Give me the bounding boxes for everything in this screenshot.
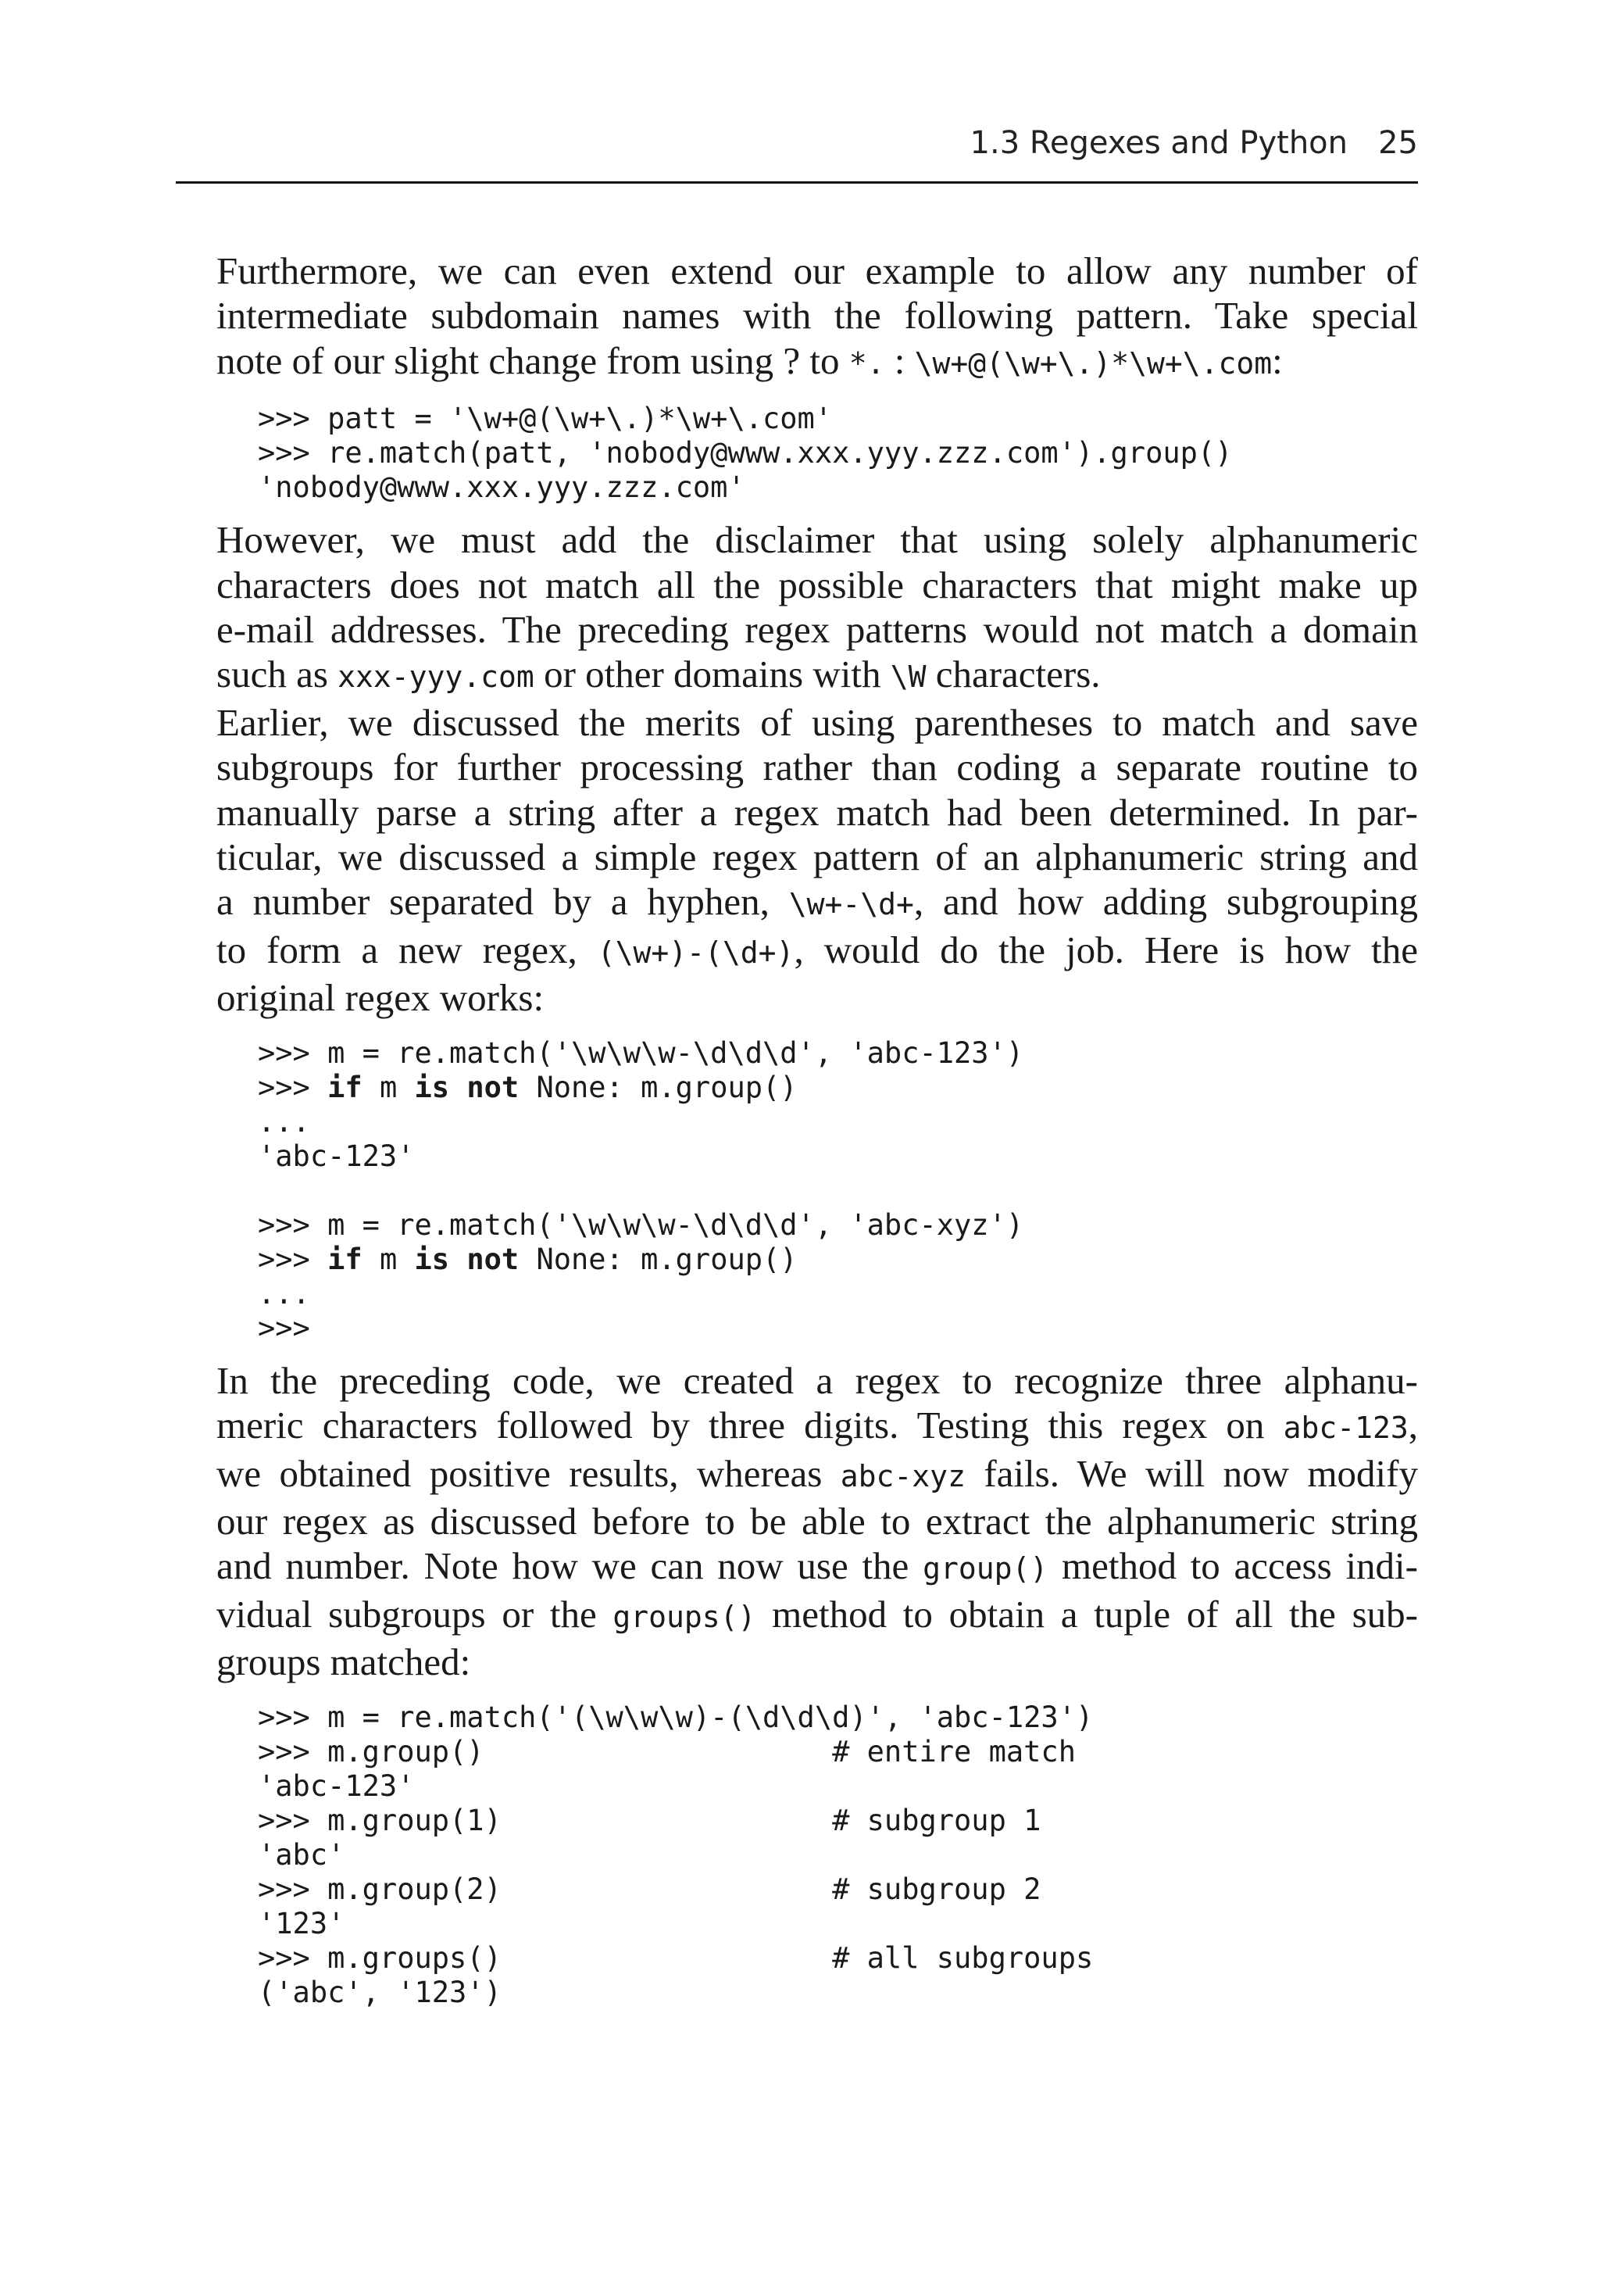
- text-run: we obtained positive results, whereas: [216, 1451, 841, 1495]
- section-title: 1.3 Regexes and Python: [970, 125, 1348, 161]
- inline-code: abc-xyz: [840, 1458, 966, 1493]
- text-run: to form a new regex,: [216, 928, 598, 971]
- inline-code: xxx-yyy.com: [338, 660, 534, 695]
- text-run: such as: [216, 653, 338, 696]
- text-line: characters does not match all the possible characters that might make up: [216, 563, 1418, 606]
- text-run: a number separated by a hyphen,: [216, 880, 789, 924]
- text-run: note of our slight change from using ? to: [216, 338, 849, 382]
- inline-code: \w+@(\w+\.)*\w+\.com: [914, 345, 1273, 381]
- inline-code: group(): [923, 1551, 1048, 1586]
- text-line: [176, 338, 1418, 386]
- code-line: >>>: [258, 1311, 310, 1345]
- text-line: [176, 1543, 1418, 1591]
- text-line: manually parse a string after a regex match had been determined. In par-: [216, 790, 1418, 834]
- inline-code: *.: [848, 345, 885, 381]
- text-run: meric characters followed by three digits. Testing this regex on: [216, 1404, 1284, 1447]
- code-line: >>> m = re.match('\w\w\w-\d\d\d', 'abc-123'): [258, 1035, 1024, 1070]
- text-run: ,: [1408, 1404, 1418, 1447]
- code-block-groups: [176, 1701, 1418, 2010]
- code-line: 'nobody@www.xxx.yyy.zzz.com': [258, 470, 745, 505]
- code-line: >>> m.groups() # all subgroups: [258, 1940, 1094, 1975]
- text-line: groups matched:: [216, 1640, 471, 1684]
- text-line: [176, 652, 1418, 699]
- paragraph-disclaimer: [176, 517, 1418, 700]
- inline-code: groups(): [612, 1599, 756, 1634]
- text-line: ticular, we discussed a simple regex pattern of an alphanumeric string and: [216, 835, 1418, 879]
- text-line: In the preceding code, we created a regex to recognize three alphanu-: [216, 1358, 1418, 1402]
- paragraph-subdomain-pattern: [176, 249, 1418, 386]
- text-line: [176, 1451, 1418, 1499]
- text-run: or other domains with: [534, 653, 891, 696]
- text-line: e-mail addresses. The preceding regex patterns would not match a domain: [216, 608, 1418, 652]
- code-line: >>> if m is not None: m.group(): [258, 1070, 798, 1104]
- code-line: ...: [258, 1276, 310, 1311]
- text-run: , and how adding subgrouping: [913, 880, 1419, 924]
- code-line: >>> m.group(1) # subgroup 1: [258, 1803, 1041, 1837]
- inline-code: \W: [890, 660, 927, 695]
- text-run: characters.: [926, 653, 1101, 696]
- text-run: method to obtain a tuple of all the sub-: [755, 1592, 1418, 1636]
- code-line: 'abc-123': [258, 1139, 415, 1173]
- text-run: and number. Note how we can now use the: [216, 1544, 923, 1588]
- code-line: >>> m = re.match('\w\w\w-\d\d\d', 'abc-xyz'): [258, 1207, 1024, 1242]
- inline-code: (\w+)-(\d+): [597, 935, 795, 970]
- text-line: [176, 1403, 1418, 1450]
- text-line: [176, 879, 1418, 927]
- inline-code: abc-123: [1283, 1411, 1409, 1446]
- text-run: method to access indi-: [1048, 1544, 1418, 1588]
- text-line: However, we must add the disclaimer that using solely alphanumeric: [216, 518, 1418, 562]
- code-block-original-regex: [176, 1036, 1418, 1346]
- code-line: '123': [258, 1906, 345, 1940]
- page-body: [176, 249, 1418, 2010]
- text-line: [176, 1592, 1418, 1640]
- text-line: [176, 928, 1418, 975]
- text-run: :: [884, 338, 915, 382]
- code-line: >>> m = re.match('(\w\w\w)-(\d\d\d)', 'abc-123'): [258, 1700, 1094, 1734]
- text-line: Furthermore, we can even extend our example to allow any number of: [216, 249, 1418, 292]
- code-line: ...: [258, 1104, 310, 1139]
- text-line: intermediate subdomain names with the following pattern. Take special: [216, 294, 1418, 338]
- code-line: >>> re.match(patt, 'nobody@www.xxx.yyy.zzz.com').group(): [258, 436, 1233, 470]
- code-line: 'abc-123': [258, 1768, 415, 1803]
- text-run: :: [1272, 338, 1283, 382]
- paragraph-modify-regex: [176, 1358, 1418, 1685]
- text-line: our regex as discussed before to be able to extract the alphanumeric string: [216, 1499, 1418, 1543]
- text-run: , would do the job. Here is how the: [794, 928, 1419, 971]
- code-line: >>> m.group() # entire match: [258, 1734, 1076, 1768]
- code-line: 'abc': [258, 1837, 345, 1872]
- code-line: ('abc', '123'): [258, 1975, 502, 2009]
- text-run: fails. We will now modify: [965, 1451, 1418, 1495]
- text-line: subgroups for further processing rather than coding a separate routine to: [216, 746, 1418, 789]
- page-number: 25: [1378, 125, 1418, 161]
- inline-code: \w+-\d+: [788, 887, 914, 922]
- paragraph-subgroups-intro: [176, 700, 1418, 1021]
- code-line: >>> if m is not None: m.group(): [258, 1242, 798, 1276]
- text-line: Earlier, we discussed the merits of using parentheses to match and save: [216, 700, 1418, 744]
- code-line: >>> m.group(2) # subgroup 2: [258, 1872, 1041, 1906]
- text-line: original regex works:: [216, 976, 545, 1020]
- code-line: >>> patt = '\w+@(\w+\.)*\w+\.com': [258, 402, 833, 436]
- code-block-subdomain: [176, 402, 1418, 505]
- running-header: [176, 117, 1418, 184]
- text-run: vidual subgroups or the: [216, 1592, 613, 1636]
